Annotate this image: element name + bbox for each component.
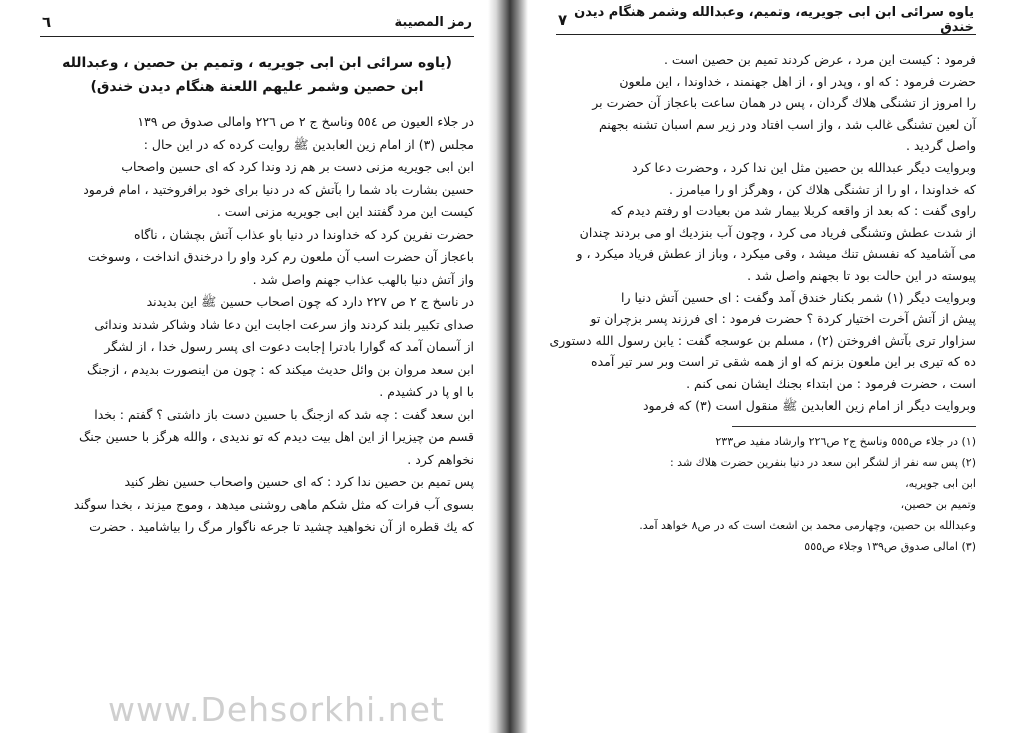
text-line: با او پا در کشیدم . [379, 384, 474, 399]
running-title: رمز المصیبة [394, 14, 472, 30]
text-line: حسین بشارت باد شما را بآتش که در دنیا برای خود برافروختید ، امام فرمود [83, 181, 474, 197]
text-line: صدای تکبیر بلند کردند واز سرعت اجابت این دعا شاد وشاکر شدند وندائی [94, 316, 474, 332]
running-title: یاوه سرائی ابن ابی جویریه، وتمیم، وعبدالله وشمر هنگام دیدن خندق [574, 5, 974, 35]
text-line: پس تمیم بن حصین ندا کرد : که ای حسین واصحاب حسین نظر کنید [124, 474, 474, 489]
footnote: وتمیم بن حصین، [900, 498, 976, 512]
text-line: نخواهم کرد . [407, 451, 474, 467]
text-line: واز آتش دنیا بالهب عذاب جهنم واصل شد . [252, 271, 474, 287]
text-line: در ناسخ ج ٢ ص ٢٢٧ دارد که چون اصحاب حسین ﷺ این بدیدند [146, 294, 474, 309]
body-text [40, 111, 474, 539]
chapter-title [40, 51, 474, 99]
footnote: (١) در جلاء ص٥٥٥ وناسخ ج٢ ص٢٢٦ وارشاد مفید ص٢٣٣ [715, 435, 976, 449]
text-line: کیست این مرد گفتند این ابی جویریه مزنی است . [216, 204, 474, 219]
text-line: پیوسته در این حالت بود تا بجهنم واصل شد . [747, 267, 976, 283]
text-line: که خداوندا ، او را از تشنگی هلاك کن ، وهرگز او را میامرز . [668, 181, 976, 197]
text-line: که یك قطره از آن نخواهید چشید تا جرعه ناگوار مرگ را بیاشامید . حضرت [89, 519, 474, 534]
footnote: (٢) پس سه نفر از لشگر ابن سعد در دنیا بنفرین حضرت هلاك شد : [669, 456, 976, 470]
text-line: در جلاء العیون ص ٥٥٤ وناسخ ج ٢ ص ٢٢٦ وامالی صدوق ص ١٣٩ [137, 114, 474, 129]
running-header [556, 5, 976, 35]
footnote: وعبدالله بن حصین، وچهارمی محمد بن اشعث است که در ص٨ خواهد آمد. [639, 519, 976, 533]
text-line: فرمود : کیست این مرد ، عرض کردند تمیم بن حصین است . [663, 52, 976, 67]
text-line: ابن سعد مروان بن وائل حدیث میکند که : چون من اینصورت بدیدم ، ازجنگ [87, 361, 474, 377]
watermark: www.Dehsorkhi.net [108, 690, 445, 729]
text-line: از شدت عطش وتشنگی فریاد می کرد ، وچون آب بنزدیك او می بردند چندان [579, 224, 976, 240]
text-line: ده که تیری بر این ملعون بزنم که او از همه شقی تر است وبر سر تیر آمده [591, 354, 976, 370]
text-line: حضرت نفرین کرد که خداوندا در دنیا باو عذاب آتش بچشان ، ناگاه [133, 226, 474, 242]
text-line: راوی گفت : که بعد از واقعه کربلا بیمار شد من بعیادت او رفتم دیدم که [610, 203, 976, 219]
text-line: است ، حضرت فرمود : من ابتداء بجنك ایشان نمی کنم . [686, 375, 976, 391]
text-line: حضرت فرمود : که او ، وپدر او ، از اهل جهنمند ، خداوندا ، این ملعون [619, 73, 976, 89]
body-text [549, 49, 976, 416]
text-line: از آسمان آمد که گوارا بادترا إجابت دعوت ای پسر رسول خدا ، از لشگر [104, 339, 474, 354]
text-line: آن لعین تشنگی غالب شد ، واز اسب افتاد ودر زیر سم اسبان تشنه بجهنم [598, 116, 976, 132]
text-line: را امروز از تشنگی هلاك گردان ، پس در همان ساعت باعجاز آن حضرت بر [592, 95, 976, 111]
text-line: باعجاز آن حضرت اسب آن ملعون رم کرد واو را درخندق انداخت ، وسوخت [87, 249, 474, 264]
page-number: ٦ [42, 13, 52, 31]
chapter-title-line: ابن حصین وشمر علیهم اللعنة هنگام دیدن خندق) [90, 79, 424, 95]
right-page [528, 0, 1024, 733]
footnotes [639, 426, 976, 557]
chapter-title-line: (یاوه سرائی ابن ابی جویریه ، وتمیم بن حصین ، وعبدالله [62, 55, 452, 71]
text-line: وبروایت دیگر (١) شمر بکنار خندق آمد وگفت : ای حسین آتش دنیا را [621, 289, 976, 305]
left-page [0, 0, 488, 733]
running-header [40, 10, 474, 37]
text-line: ابن سعد گفت : چه شد که ازجنگ با حسین دست باز داشتی ؟ گفتم : بخدا [94, 406, 474, 422]
footnote: (٣) امالی صدوق ص١٣٩ وجلاء ص٥٥٥ [804, 540, 976, 554]
text-line: وبروایت دیگر از امام زین العابدین ﷺ منقول است (٣) که فرمود [642, 397, 976, 413]
footnote: ابن ابی جویریه، [905, 477, 976, 491]
text-line: وبروایت دیگر عبدالله بن حصین مثل این ندا کرد ، وحضرت دعا کرد [632, 159, 976, 175]
text-line: قسم من چیزیرا از این اهل بیت دیدم که تو ندیدی ، والله هرگز با حسین جنگ [79, 429, 474, 444]
text-line: سزاوار تری بآتش افروختن (٢) ، مسلم بن عوسجه گفت : یابن رسول الله دستوری [549, 332, 976, 348]
text-line: مجلس (٣) از امام زین العابدین ﷺ روایت کرده که در این حال : [143, 136, 474, 152]
text-line: پیش از آتش آخرت اختیار کردة ؟ حضرت فرمود : ای فرزند پسر بزچران تو [590, 311, 976, 327]
text-line: ابن ابی جویریه مزنی دست بر هم زد وندا کرد که ای حسین واصحاب [121, 159, 474, 174]
book-gutter [488, 0, 528, 733]
text-line: واصل گردید . [906, 138, 976, 154]
page-number: ٧ [558, 11, 568, 29]
text-line: می آشامید که نفسش تنك میشد ، وقی میکرد ، وباز از عطش فریاد میکرد ، و [576, 246, 976, 262]
text-line: بسوی آب فرات که مثل شکم ماهی روشنی میدهد ، وموج میزند ، بخدا سوگند [73, 496, 474, 512]
